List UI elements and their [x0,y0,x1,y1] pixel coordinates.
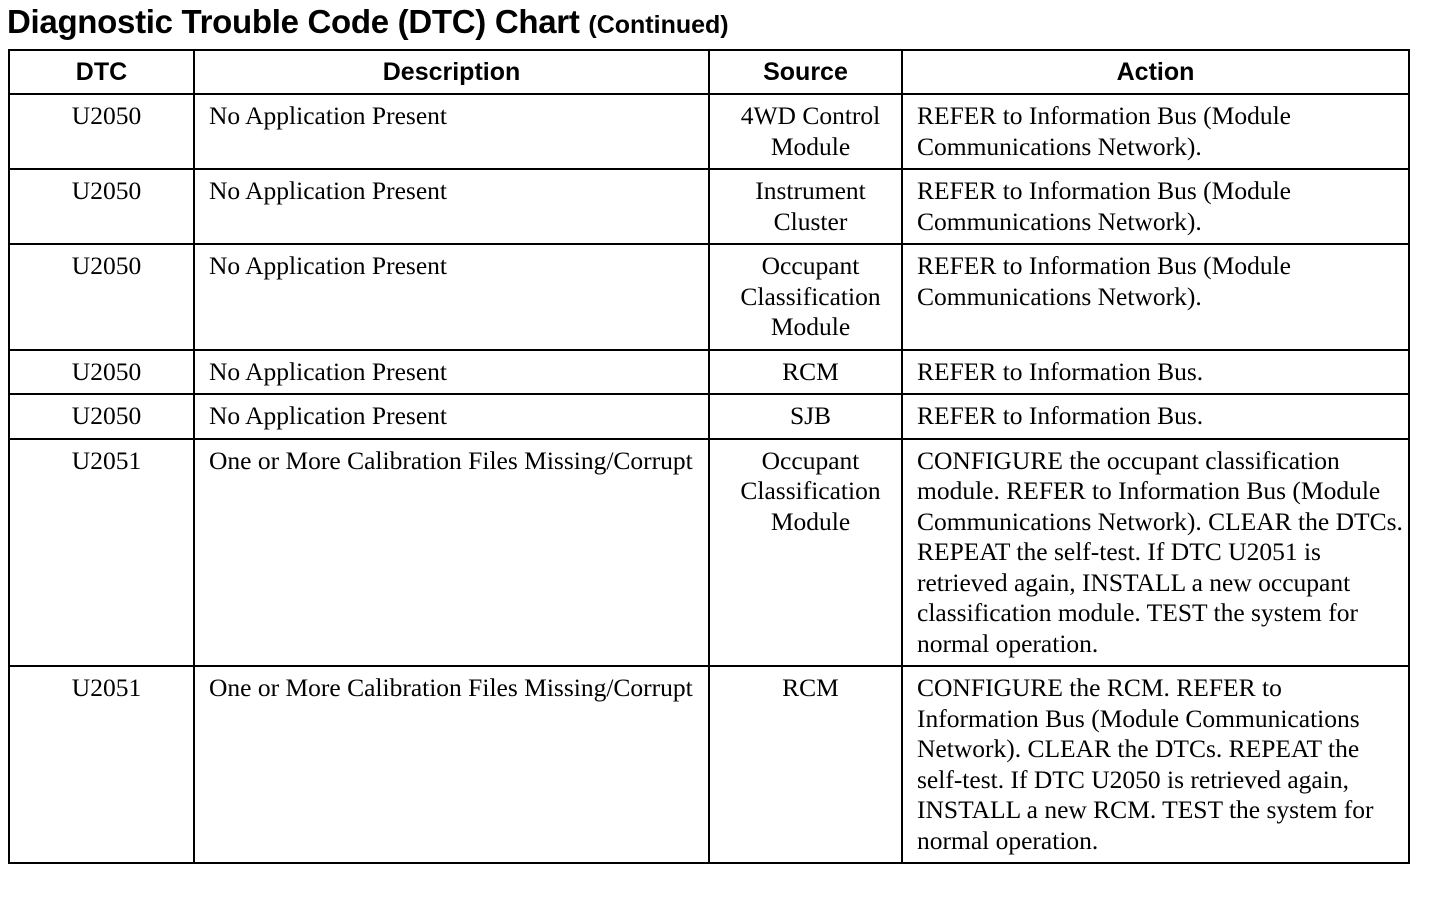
cell-description: One or More Calibration Files Missing/Corrupt [194,666,709,863]
cell-source: 4WD Control Module [709,94,902,169]
cell-source: Instrument Cluster [709,169,902,244]
cell-action: REFER to Information Bus (Module Communications Network). [902,169,1409,244]
cell-source: Occupant Classification Module [709,244,902,350]
cell-description: No Application Present [194,244,709,350]
cell-dtc: U2050 [9,94,194,169]
table-row [9,244,1409,350]
page-title [7,2,729,45]
cell-action: REFER to Information Bus. [902,394,1409,439]
cell-source: RCM [709,666,902,863]
cell-dtc: U2050 [9,394,194,439]
cell-action: CONFIGURE the RCM. REFER to Information Bus (Module Communications Network). CLEAR the DTCs. REPEAT the self-test. If DTC U2050 is retrieved again, INSTALL a new RCM. TEST the system for normal operation. [902,666,1409,863]
header-source: Source [709,50,902,94]
title-main: Diagnostic Trouble Code (DTC) Chart [7,3,580,40]
cell-description: One or More Calibration Files Missing/Corrupt [194,439,709,667]
table-row [9,439,1409,667]
cell-source: Occupant Classification Module [709,439,902,667]
header-dtc: DTC [9,50,194,94]
table-row [9,350,1409,395]
cell-dtc: U2050 [9,169,194,244]
cell-description: No Application Present [194,350,709,395]
cell-description: No Application Present [194,94,709,169]
cell-dtc: U2050 [9,350,194,395]
cell-action: CONFIGURE the occupant classification module. REFER to Information Bus (Module Communications Network). CLEAR the DTCs. REPEAT the self-test. If DTC U2051 is retrieved again, INSTALL a new occupant classification module. TEST the system for normal operation. [902,439,1409,667]
cell-source: RCM [709,350,902,395]
cell-dtc: U2051 [9,666,194,863]
table-header-row [9,50,1409,94]
title-continued: (Continued) [588,11,729,39]
cell-source: SJB [709,394,902,439]
cell-dtc: U2051 [9,439,194,667]
cell-action: REFER to Information Bus. [902,350,1409,395]
cell-dtc: U2050 [9,244,194,350]
header-description: Description [194,50,709,94]
table-row [9,666,1409,863]
cell-description: No Application Present [194,169,709,244]
table-row [9,394,1409,439]
cell-action: REFER to Information Bus (Module Communications Network). [902,94,1409,169]
dtc-chart-table [8,49,1410,864]
cell-action: REFER to Information Bus (Module Communications Network). [902,244,1409,350]
cell-description: No Application Present [194,394,709,439]
table-row [9,169,1409,244]
table-row [9,94,1409,169]
header-action: Action [902,50,1409,94]
